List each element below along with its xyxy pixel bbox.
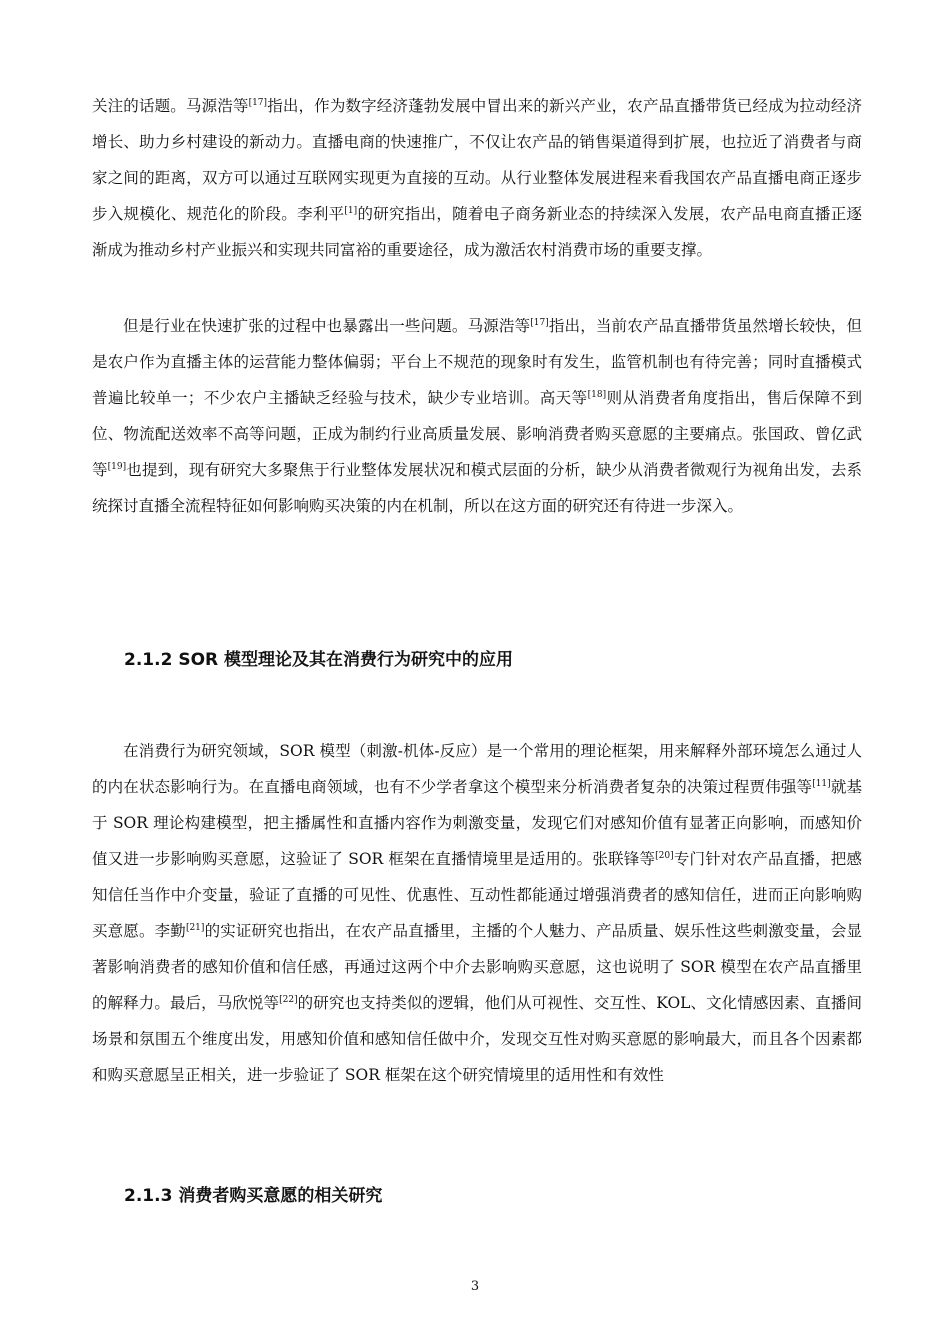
paragraph-text: 专门针对农产品直播，把感知信任当作中介变量，验证了直播的可见性、优惠性、互动性都能通过增强消费者的感知信任，进而正向影响购买意愿。李勤 [92, 850, 862, 940]
paragraph-text: 关注的话题。马源浩等 [92, 97, 249, 115]
section-heading-2-1-2: 2.1.2 SOR 模型理论及其在消费行为研究中的应用 [124, 650, 514, 670]
paragraph-text: 的实证研究也指出，在农产品直播里，主播的个人魅力、产品质量、娱乐性这些刺激变量，会显著影响消费者的感知价值和信任感，再通过这两个中介去影响购买意愿，这也说明了 SOR 模型在农产品直播里的解释力。最后，马欣悦等 [92, 922, 862, 1012]
citation-ref: [17] [530, 317, 549, 328]
citation-ref: [20] [655, 850, 674, 861]
section-heading-2-1-3: 2.1.3 消费者购买意愿的相关研究 [124, 1186, 383, 1206]
paragraph-industry-problems [92, 308, 862, 524]
citation-ref: [21] [185, 922, 205, 933]
paragraph-sor-model [92, 733, 862, 1093]
citation-ref: [11] [812, 778, 831, 789]
paragraph-industry-development [92, 88, 862, 268]
paragraph-text: 指出，当前农产品直播带货虽然增长较快，但是农户作为直播主体的运营能力整体偏弱；平台上不规范的现象时有发生，监管机制也有待完善；同时直播模式普遍比较单一；不少农户主播缺乏经验与技术，缺少专业培训。高天等 [92, 317, 862, 407]
paragraph-text: 也提到，现有研究大多聚焦于行业整体发展状况和模式层面的分析，缺少从消费者微观行为视角出发，去系统探讨直播全流程特征如何影响购买决策的内在机制，所以在这方面的研究还有待进一步深入。 [92, 461, 862, 515]
paragraph-text: 的研究指出，随着电子商务新业态的持续深入发展，农产品电商直播正逐渐成为推动乡村产业振兴和实现共同富裕的重要途径，成为激活农村消费市场的重要支撑。 [92, 205, 862, 259]
paragraph-text: 指出，作为数字经济蓬勃发展中冒出来的新兴产业，农产品直播带货已经成为拉动经济增长、助力乡村建设的新动力。直播电商的快速推广，不仅让农产品的销售渠道得到扩展，也拉近了消费者与商家之间的距离，双方可以通过互联网实现更为直接的互动。从行业整体发展进程来看我国农产品直播电商正逐步步入规模化、规范化的阶段。李利平 [92, 97, 862, 223]
paragraph-text: 但是行业在快速扩张的过程中也暴露出一些问题。马源浩等 [123, 317, 531, 335]
paragraph-text: 的研究也支持类似的逻辑，他们从可视性、交互性、KOL、文化情感因素、直播间场景和氛围五个维度出发，用感知价值和感知信任做中介，发现交互性对购买意愿的影响最大，而且各个因素都和购买意愿呈正相关，进一步验证了 SOR 框架在这个研究情境里的适用性和有效性 [92, 994, 862, 1084]
paragraph-text: 就基于 SOR 理论构建模型，把主播属性和直播内容作为刺激变量，发现它们对感知价值有显著正向影响，而感知价值又进一步影响购买意愿，这验证了 SOR 框架在直播情境里是适用的。张联锋等 [92, 778, 862, 868]
paragraph-text: 在消费行为研究领域，SOR 模型（刺激-机体-反应）是一个常用的理论框架，用来解释外部环境怎么通过人的内在状态影响行为。在直播电商领域，也有不少学者拿这个模型来分析消费者复杂的决策过程贾伟强等 [92, 742, 862, 796]
paragraph-text: 则从消费者角度指出，售后保障不到位、物流配送效率不高等问题，正成为制约行业高质量发展、影响消费者购买意愿的主要痛点。张国政、曾亿武等 [92, 389, 862, 479]
citation-ref: [22] [279, 994, 298, 1005]
page-number: 3 [470, 1279, 480, 1294]
citation-ref: [18] [587, 389, 607, 400]
citation-ref: [17] [248, 97, 268, 108]
citation-ref: [1] [344, 205, 358, 216]
citation-ref: [19] [107, 461, 127, 472]
